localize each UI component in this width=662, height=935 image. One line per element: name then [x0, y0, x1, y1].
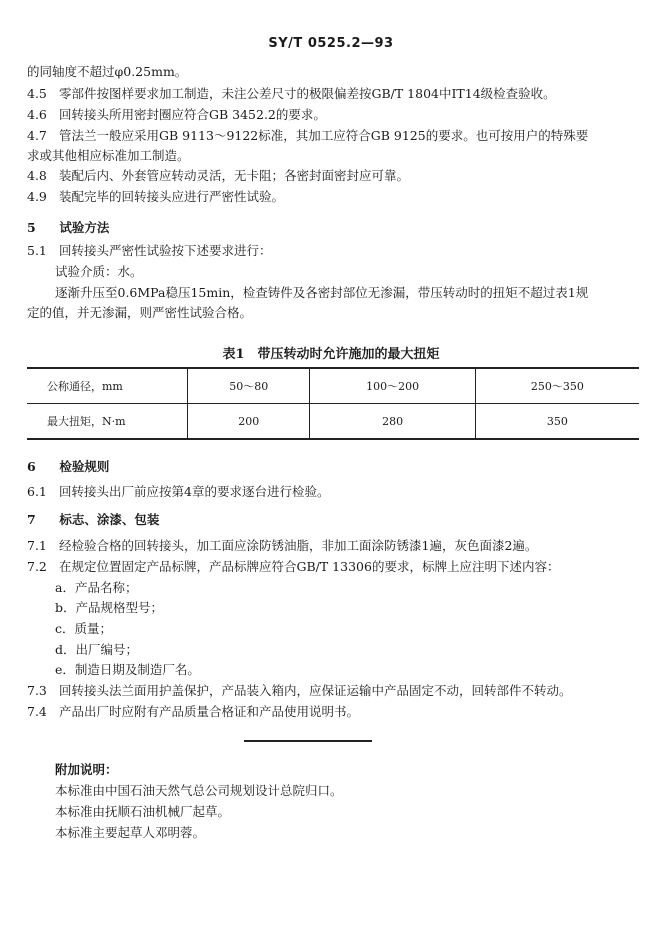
- clause-number: 4.9: [27, 189, 47, 204]
- clause-number: 5.1: [27, 243, 47, 258]
- section-number: 6: [27, 459, 36, 474]
- section-7-heading: [27, 512, 159, 528]
- clause-4-7: [27, 128, 588, 144]
- clause-text: 管法兰一般应采用GB 9113～9122标准，其加工应符合GB 9125的要求。也可按用户的特殊要: [58, 128, 589, 143]
- clause-4-6: [27, 107, 326, 123]
- clause-text: 回转接头法兰面用护盖保护，产品装入箱内，应保证运输中产品固定不动，回转部件不转动。: [58, 683, 572, 698]
- clause-text: 回转接头所用密封圈应符合GB 3452.2的要求。: [58, 107, 326, 122]
- clause-number: 7.1: [27, 538, 47, 553]
- table-cell: 250～350: [475, 368, 639, 404]
- clause-number: 4.8: [27, 168, 47, 183]
- section-5-heading: [27, 220, 109, 236]
- section-number: 7: [27, 512, 36, 527]
- clause-text: 在规定位置固定产品标牌，产品标牌应符合GB/T 13306的要求，标牌上应注明下述内容：: [58, 559, 560, 574]
- note-line: 本标准主要起草人邓明蓉。: [55, 825, 206, 840]
- torque-table: [27, 367, 639, 440]
- clause-text: 产品出厂时应附有产品质量合格证和产品使用说明书。: [58, 704, 359, 719]
- clause-4-7-continued: 求或其他相应标准加工制造。: [27, 148, 190, 163]
- table-cell: 200: [188, 404, 310, 440]
- note-line: 本标准由抚顺石油机械厂起草。: [55, 804, 231, 819]
- clause-7-3: [27, 683, 572, 699]
- test-paragraph-line-1: 逐渐升压至0.6MPa稳压15min，检查铸件及各密封部位无渗漏，带压转动时的扭矩不超过表1规: [55, 285, 589, 300]
- clause-text: 装配完毕的回转接头应进行严密性试验。: [58, 189, 284, 204]
- table-cell: 100～200: [310, 368, 475, 404]
- clause-text: 回转接头严密性试验按下述要求进行：: [58, 243, 272, 258]
- clause-number: 7.3: [27, 683, 47, 698]
- clause-number: 7.2: [27, 559, 47, 574]
- table-row: [27, 404, 639, 440]
- end-rule: [244, 740, 372, 742]
- clause-number: 4.5: [27, 86, 47, 101]
- intro-line: 的同轴度不超过φ0.25mm。: [27, 64, 188, 79]
- clause-4-5: [27, 86, 556, 102]
- test-paragraph-line-2: 定的值，并无渗漏，则严密性试验合格。: [27, 305, 253, 320]
- clause-text: 经检验合格的回转接头，加工面应涂防锈油脂，非加工面涂防锈漆1遍，灰色面漆2遍。: [58, 538, 538, 553]
- section-title: 标志、涂漆、包装: [59, 512, 160, 527]
- clause-7-2: [27, 559, 559, 575]
- list-item: c．质量；: [55, 621, 113, 636]
- clause-4-9: [27, 189, 284, 205]
- list-item: a．产品名称；: [55, 580, 138, 595]
- section-title: 检验规则: [59, 459, 110, 474]
- table-row: [27, 368, 639, 404]
- clause-number: 4.7: [27, 128, 47, 143]
- row-label-max-torque: 最大扭矩，N·m: [27, 404, 188, 440]
- list-item: d．出厂编号；: [55, 642, 139, 657]
- list-item: b．产品规格型号；: [55, 600, 164, 615]
- row-label-nominal-diameter: 公称通径，mm: [27, 368, 188, 404]
- section-6-heading: [27, 459, 109, 475]
- clause-7-4: [27, 704, 359, 720]
- clause-number: 6.1: [27, 484, 47, 499]
- table-cell: 350: [475, 404, 639, 440]
- section-title: 试验方法: [59, 220, 110, 235]
- clause-number: 7.4: [27, 704, 47, 719]
- table-cell: 50～80: [188, 368, 310, 404]
- clause-7-1: [27, 538, 537, 554]
- test-medium: 试验介质：水。: [55, 264, 143, 279]
- section-number: 5: [27, 220, 36, 235]
- table-title: 表1 带压转动时允许施加的最大扭矩: [222, 347, 440, 362]
- clause-text: 装配后内、外套管应转动灵活，无卡阻；各密封面密封应可靠。: [58, 168, 409, 183]
- table-cell: 280: [310, 404, 475, 440]
- clause-4-8: [27, 168, 409, 184]
- clause-text: 回转接头出厂前应按第4章的要求逐台进行检验。: [58, 484, 330, 499]
- notes-title: 附加说明：: [55, 762, 118, 777]
- clause-number: 4.6: [27, 107, 47, 122]
- list-item: e．制造日期及制造厂名。: [55, 662, 200, 677]
- clause-5-1: [27, 243, 272, 259]
- clause-6-1: [27, 484, 329, 500]
- clause-text: 零部件按图样要求加工制造，未注公差尺寸的极限偏差按GB/T 1804中IT14级检查验收。: [58, 86, 556, 101]
- note-line: 本标准由中国石油天然气总公司规划设计总院归口。: [55, 783, 343, 798]
- standard-header: SY/T 0525.2—93: [268, 36, 394, 51]
